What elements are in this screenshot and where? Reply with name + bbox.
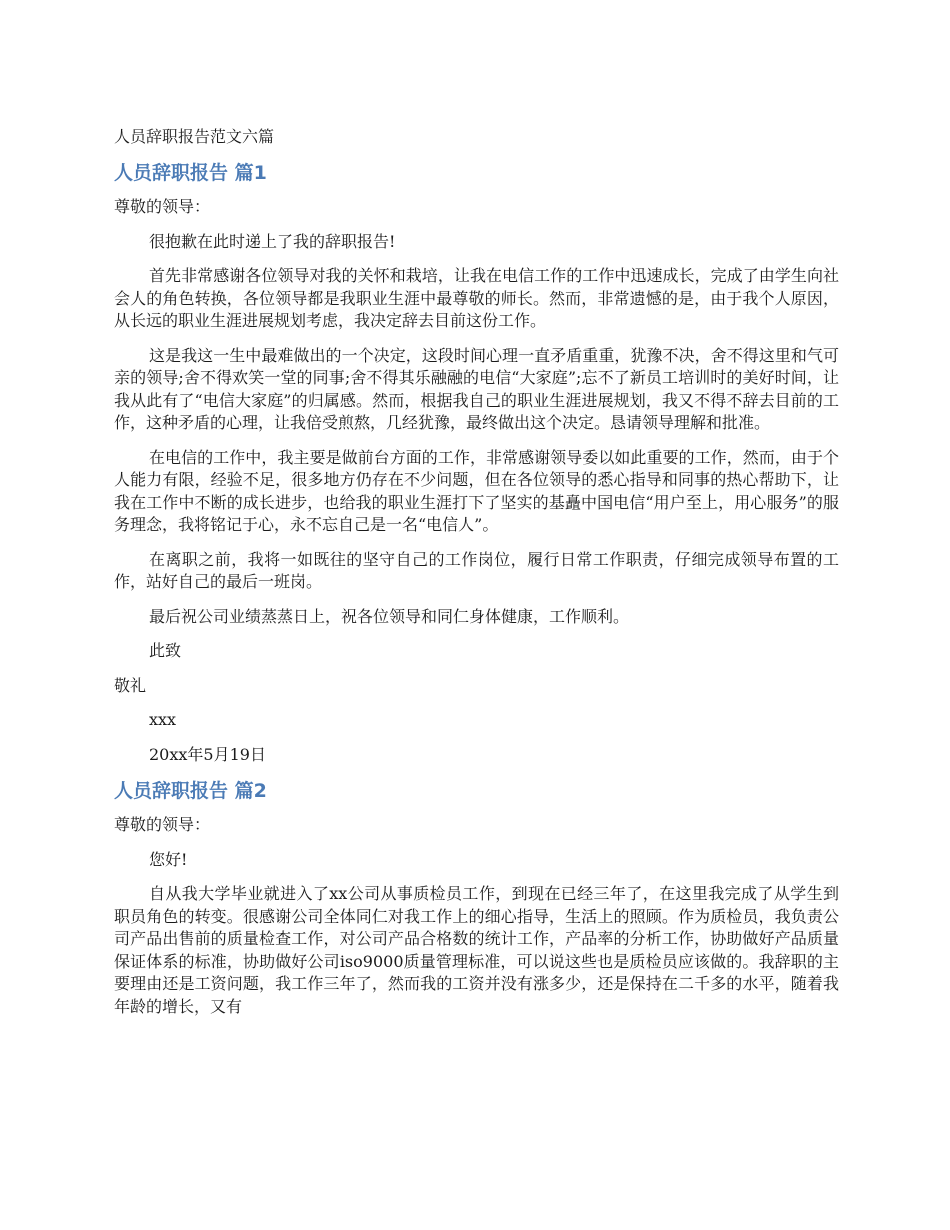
paragraph: 很抱歉在此时递上了我的辞职报告!: [149, 231, 396, 251]
section-heading: 人员辞职报告 篇1: [114, 162, 267, 184]
paragraph: 在离职之前，我将一如既往的坚守自己的工作岗位，履行日常工作职责，仔细完成领导布置的工作，站好自己的最后一班岗。: [114, 549, 839, 591]
paragraph: 此致: [149, 641, 182, 660]
paragraph: 您好!: [149, 849, 188, 869]
signature: xxx: [149, 710, 177, 729]
paragraph: 自从我大学毕业就进入了xx公司从事质检员工作，到现在已经三年了，在这里我完成了从学生到职员角色的转变。很感谢公司全体同仁对我工作上的细心指导，生活上的照顾。作为质检员，我负责公司产品出售前的质量检查工作，对公司产品合格数的统计工作，产品率的分析工作，协助做好产品质量保证体系的标准，协助做好公司iso9000质量管理标准，可以说这些也是质检员应该做的。我辞职的主要理由还是工资问题，我工作三年了，然而我的工资并没有涨多少，还是保持在二千多的水平，随着我年龄的增长，又有: [114, 884, 839, 1016]
paragraph: 首先非常感谢各位领导对我的关怀和栽培，让我在电信工作的工作中迅速成长，完成了由学生向社会人的角色转换，各位领导都是我职业生涯中最尊敬的师长。然而，非常遗憾的是，由于我个人原因，从长远的职业生涯进展规划考虑，我决定辞去目前这份工作。: [114, 266, 839, 330]
section-2: [114, 778, 839, 1018]
date: 20xx年5月19日: [149, 744, 266, 764]
salutation: 尊敬的领导：: [114, 197, 211, 216]
paragraph: 在电信的工作中，我主要是做前台方面的工作，非常感谢领导委以如此重要的工作，然而，由于个人能力有限，经验不足，很多地方仍存在不少问题，但在各位领导的悉心指导和同事的热心帮助下，让我在工作中不断的成长进步，也给我的职业生涯打下了坚实的基矗中国电信“用户至上，用心服务”的服务理念，我将铭记于心，永不忘自己是一名“电信人”。: [114, 447, 839, 534]
paragraph: 最后祝公司业绩蒸蒸日上，祝各位领导和同仁身体健康，工作顺利。: [149, 606, 630, 626]
section-heading: 人员辞职报告 篇2: [114, 780, 267, 802]
document-title: 人员辞职报告范文六篇: [114, 127, 275, 146]
salutation: 尊敬的领导：: [114, 815, 211, 834]
section-1: [114, 160, 839, 766]
document-page: [114, 124, 839, 1030]
paragraph: 这是我这一生中最难做出的一个决定，这段时间心理一直矛盾重重，犹豫不决，舍不得这里和气可亲的领导;舍不得欢笑一堂的同事;舍不得其乐融融的电信“大家庭”;忘不了新员工培训时的美好时间，让我从此有了“电信大家庭”的归属感。然而，根据我自己的职业生涯进展规划，我又不得不辞去目前的工作，这种矛盾的心理，让我倍受煎熬，几经犹豫，最终做出这个决定。恳请领导理解和批准。: [114, 345, 839, 432]
closing: 敬礼: [114, 675, 147, 695]
